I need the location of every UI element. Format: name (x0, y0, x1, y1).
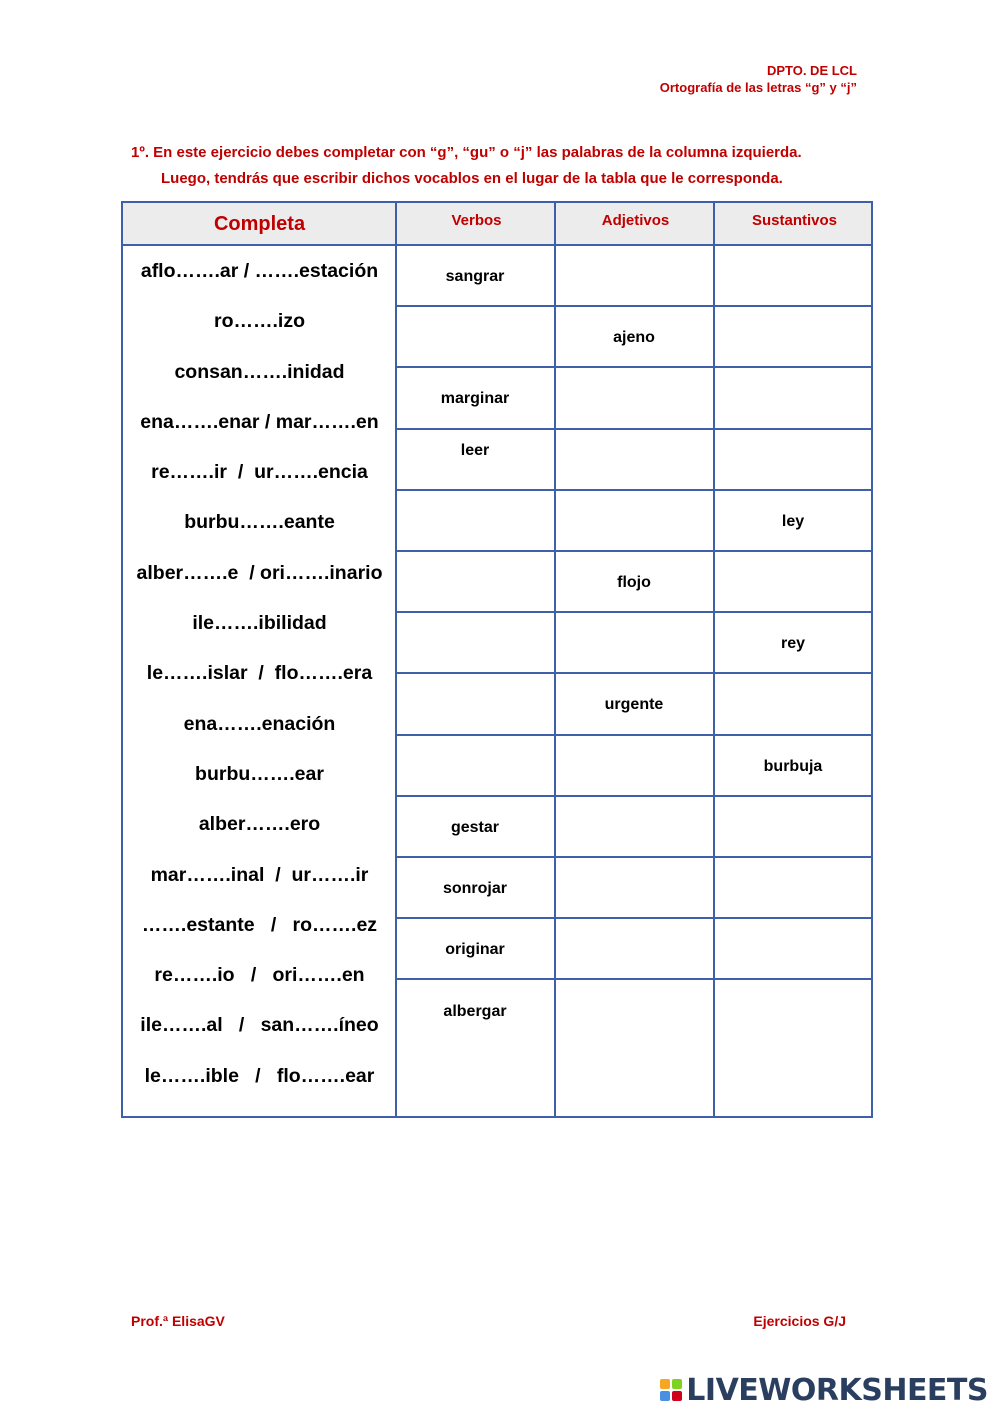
adjetivos-cell[interactable] (555, 613, 713, 672)
cell-text (555, 368, 713, 390)
verbos-cell[interactable] (396, 491, 554, 550)
table-row (396, 858, 871, 919)
table-row (396, 246, 871, 307)
cell-text: originar (445, 941, 505, 959)
complete-words-list (123, 246, 396, 1101)
complete-word: ena…….enación (183, 712, 336, 735)
cell-text (555, 613, 713, 635)
complete-word: aflo…….ar / …….estación (140, 260, 379, 282)
cell-text (555, 491, 713, 513)
page-header (660, 62, 857, 96)
adjetivos-cell[interactable] (555, 858, 713, 917)
verbos-cell[interactable] (396, 858, 554, 917)
sustantivos-cell[interactable] (714, 674, 872, 733)
liveworksheets-brand[interactable] (660, 1372, 988, 1408)
department-label: DPTO. DE LCL (766, 63, 857, 78)
sustantivos-cell[interactable] (714, 858, 872, 917)
sustantivos-cell[interactable] (714, 736, 872, 795)
sustantivos-cell[interactable] (714, 552, 872, 611)
table-row (396, 919, 871, 980)
header-completa: Completa (213, 213, 306, 235)
liveworksheets-logo-icon (660, 1379, 682, 1401)
cell-text (555, 736, 713, 758)
complete-word: re…….ir / ur…….encia (151, 461, 368, 484)
verbos-cell[interactable] (396, 430, 554, 489)
cell-text (396, 736, 554, 758)
verbos-cell[interactable] (396, 552, 554, 611)
cell-text (714, 797, 872, 819)
complete-word: consan…….inidad (174, 360, 345, 383)
complete-word: burbu…….ear (195, 762, 324, 785)
adjetivos-cell[interactable] (555, 430, 713, 489)
table-row (396, 552, 871, 613)
complete-word: le…….islar / flo…….era (146, 662, 373, 685)
sustantivos-cell[interactable] (714, 430, 872, 489)
cell-text (396, 613, 554, 635)
adjetivos-cell[interactable] (555, 552, 713, 611)
adjetivos-cell[interactable] (555, 980, 713, 1117)
cell-text (714, 674, 872, 696)
adjetivos-cell[interactable] (555, 919, 713, 978)
sustantivos-cell[interactable] (714, 246, 872, 305)
table-row (396, 613, 871, 674)
classification-grid (396, 246, 871, 1117)
sustantivos-cell[interactable] (714, 980, 872, 1117)
cell-text (396, 491, 554, 513)
brand-name: LIVEWORKSHEETS (686, 1372, 988, 1408)
adjetivos-cell[interactable] (555, 797, 713, 856)
logo-square (672, 1379, 682, 1389)
table-row (396, 491, 871, 552)
header-verbos: Verbos (451, 212, 502, 229)
table-row (396, 368, 871, 429)
adjetivos-cell[interactable] (555, 674, 713, 733)
adjetivos-cell[interactable] (555, 368, 713, 427)
table-row (396, 430, 871, 491)
sustantivos-cell[interactable] (714, 613, 872, 672)
cell-text: marginar (440, 390, 510, 408)
table-row (396, 307, 871, 368)
cell-text: leer (460, 441, 490, 459)
verbos-cell[interactable] (396, 736, 554, 795)
adjetivos-cell[interactable] (555, 307, 713, 366)
table-row (396, 980, 871, 1117)
sustantivos-cell[interactable] (714, 491, 872, 550)
cell-text: gestar (450, 818, 500, 836)
verbos-cell[interactable] (396, 980, 554, 1117)
cell-text: burbuja (763, 757, 823, 775)
cell-text: flojo (617, 573, 651, 591)
complete-word: mar…….inal / ur…….ir (150, 863, 369, 886)
instruction-line-2: Luego, tendrás que escribir dichos vocablos en el lugar de la tabla que le corresponda. (161, 170, 783, 187)
cell-text: rey (780, 635, 806, 653)
verbos-cell[interactable] (396, 919, 554, 978)
cell-text (714, 858, 872, 880)
instructions (131, 140, 871, 192)
cell-text: albergar (443, 1003, 507, 1021)
sustantivos-cell[interactable] (714, 368, 872, 427)
cell-text (555, 246, 713, 268)
cell-text (714, 552, 872, 574)
cell-text (396, 307, 554, 329)
complete-word: ile…….al / san…….íneo (140, 1014, 379, 1037)
cell-text (714, 980, 872, 1003)
complete-word: burbu…….eante (184, 511, 335, 534)
complete-word: …….estante / ro…….ez (141, 913, 378, 936)
cell-text: sangrar (445, 268, 505, 285)
cell-text: urgente (604, 696, 664, 714)
logo-square (672, 1391, 682, 1401)
instruction-line-1: 1º. En este ejercicio debes completar con “g”, “gu” o “j” las palabras de la columna izquierda. (131, 144, 802, 161)
cell-text (396, 552, 554, 574)
cell-text (396, 674, 554, 696)
header-adjetivos: Adjetivos (601, 212, 670, 229)
verbos-cell[interactable] (396, 797, 554, 856)
sustantivos-cell[interactable] (714, 919, 872, 978)
worksheet-subtitle: Ortografía de las letras “g” y “j” (659, 80, 857, 95)
verbos-cell[interactable] (396, 307, 554, 366)
cell-text (555, 919, 713, 941)
logo-square (660, 1379, 670, 1389)
verbos-cell[interactable] (396, 368, 554, 427)
adjetivos-cell[interactable] (555, 491, 713, 550)
logo-square (660, 1391, 670, 1401)
table-row (396, 736, 871, 797)
sustantivos-cell[interactable] (714, 797, 872, 856)
cell-text (714, 430, 872, 452)
table-header-row (123, 203, 871, 246)
complete-word: re…….io / ori…….en (154, 964, 365, 987)
cell-text (714, 368, 872, 390)
complete-word: ena…….enar / mar…….en (140, 410, 379, 433)
cell-text (714, 307, 872, 329)
cell-text: ajeno (613, 329, 655, 347)
cell-text (714, 919, 872, 941)
header-sustantivos: Sustantivos (751, 212, 838, 229)
complete-word: alber…….e / ori…….inario (136, 561, 383, 584)
exercise-table (121, 201, 873, 1118)
cell-text (555, 430, 713, 452)
sustantivos-cell[interactable] (714, 307, 872, 366)
cell-text (555, 858, 713, 880)
adjetivos-cell[interactable] (555, 246, 713, 305)
cell-text: sonrojar (442, 879, 507, 897)
verbos-cell[interactable] (396, 246, 554, 305)
verbos-cell[interactable] (396, 674, 554, 733)
footer-author: Prof.ª ElisaGV (131, 1313, 225, 1329)
complete-word: alber…….ero (198, 813, 321, 836)
table-row (396, 797, 871, 858)
table-row (396, 674, 871, 735)
adjetivos-cell[interactable] (555, 736, 713, 795)
cell-text (714, 246, 872, 268)
cell-text: ley (781, 512, 805, 530)
footer-title: Ejercicios G/J (753, 1313, 846, 1329)
complete-word: ro…….izo (214, 310, 305, 333)
cell-text (555, 980, 713, 1003)
cell-text (555, 797, 713, 819)
complete-word: ile…….ibilidad (192, 612, 327, 635)
verbos-cell[interactable] (396, 613, 554, 672)
complete-word: le…….ible / flo…….ear (144, 1064, 375, 1087)
